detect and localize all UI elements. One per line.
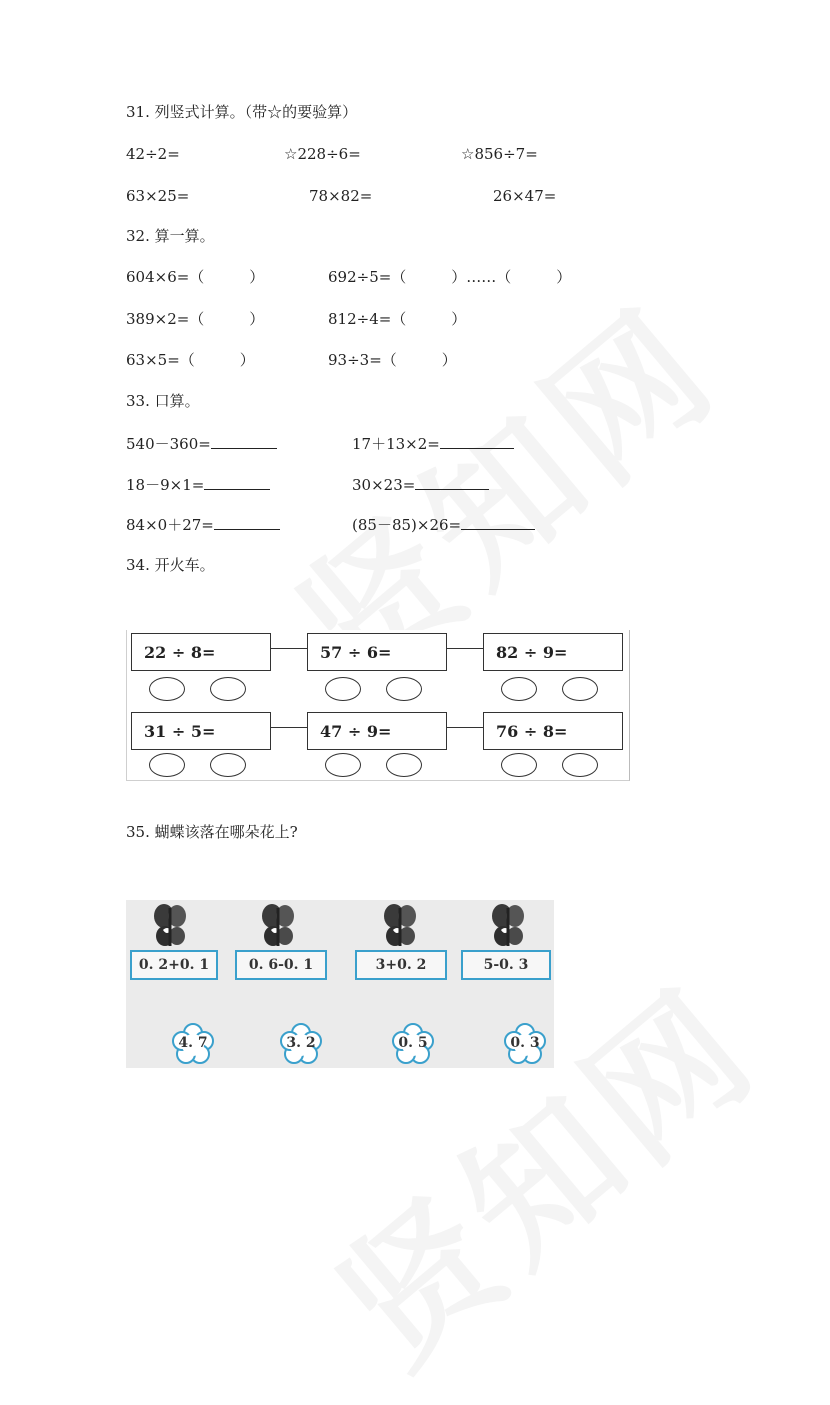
answer-wheel[interactable] — [562, 753, 598, 777]
butterfly-card[interactable]: 0. 6-0. 1 — [235, 950, 327, 980]
q32-problem: 604×6=（ ） — [126, 268, 265, 286]
butterfly-card[interactable]: 0. 2+0. 1 — [130, 950, 218, 980]
q33-title: 33. 口算。 — [126, 392, 200, 410]
flower[interactable] — [503, 1022, 547, 1066]
butterfly-icon — [258, 902, 298, 950]
butterfly-figure — [126, 900, 554, 1068]
answer-blank[interactable] — [461, 515, 535, 530]
answer-wheel[interactable] — [149, 677, 185, 701]
flower-label: 4. 7 — [178, 1035, 208, 1051]
flower[interactable] — [391, 1022, 435, 1066]
answer-wheel[interactable] — [149, 753, 185, 777]
q35-title: 35. 蝴蝶该落在哪朵花上? — [126, 823, 298, 841]
q33-problem — [352, 515, 535, 534]
butterfly-card[interactable]: 3+0. 2 — [355, 950, 447, 980]
answer-wheel[interactable] — [386, 677, 422, 701]
answer-blank[interactable] — [415, 475, 489, 490]
flower-label: 3. 2 — [286, 1035, 316, 1051]
q33-problem — [352, 475, 489, 494]
q33-problem — [126, 475, 270, 494]
q33-problem-text: (85－85)×26= — [352, 516, 462, 534]
butterfly-icon — [150, 902, 190, 950]
q33-problem — [352, 434, 514, 453]
q33-problem-text: 18－9×1= — [126, 476, 205, 494]
q33-problem — [126, 515, 280, 534]
q31-problem: 26×47= — [493, 187, 557, 205]
answer-blank[interactable] — [211, 434, 277, 449]
q32-problem: 812÷4=（ ） — [328, 310, 467, 328]
q32-problem: 692÷5=（ ）……（ ） — [328, 268, 572, 286]
q31-problem: ☆856÷7= — [461, 145, 538, 163]
q32-problem: 93÷3=（ ） — [328, 351, 457, 369]
answer-blank[interactable] — [440, 434, 514, 449]
answer-wheel[interactable] — [210, 677, 246, 701]
answer-wheel[interactable] — [210, 753, 246, 777]
butterfly-icon — [380, 902, 420, 950]
train-figure — [126, 630, 630, 781]
train-coupler — [447, 648, 483, 649]
answer-wheel[interactable] — [325, 753, 361, 777]
answer-blank[interactable] — [214, 515, 280, 530]
butterfly-icon — [488, 902, 528, 950]
train-car: 31 ÷ 5= — [131, 712, 271, 750]
train-car: 76 ÷ 8= — [483, 712, 623, 750]
q32-title: 32. 算一算。 — [126, 227, 215, 245]
answer-wheel[interactable] — [386, 753, 422, 777]
answer-blank[interactable] — [204, 475, 270, 490]
flower[interactable] — [279, 1022, 323, 1066]
q32-problem: 63×5=（ ） — [126, 351, 255, 369]
answer-wheel[interactable] — [501, 677, 537, 701]
q31-problem: 63×25= — [126, 187, 190, 205]
train-car: 22 ÷ 8= — [131, 633, 271, 671]
q34-title: 34. 开火车。 — [126, 556, 215, 574]
butterfly-card[interactable]: 5-0. 3 — [461, 950, 551, 980]
q32-problem: 389×2=（ ） — [126, 310, 265, 328]
q33-problem-text: 30×23= — [352, 476, 416, 494]
q31-problem: 42÷2= — [126, 145, 180, 163]
q31-problem: 78×82= — [309, 187, 373, 205]
flower-label: 0. 5 — [398, 1035, 428, 1051]
train-car: 82 ÷ 9= — [483, 633, 623, 671]
train-coupler — [271, 727, 307, 728]
train-coupler — [447, 727, 483, 728]
q33-problem — [126, 434, 277, 453]
answer-wheel[interactable] — [562, 677, 598, 701]
answer-wheel[interactable] — [325, 677, 361, 701]
q33-problem-text: 17＋13×2= — [352, 435, 440, 453]
train-coupler — [271, 648, 307, 649]
q31-title: 31. 列竖式计算。（带☆的要验算） — [126, 103, 358, 121]
q31-problem: ☆228÷6= — [284, 145, 361, 163]
q33-problem-text: 84×0＋27= — [126, 516, 214, 534]
flower-label: 0. 3 — [510, 1035, 540, 1051]
answer-wheel[interactable] — [501, 753, 537, 777]
q33-problem-text: 540－360= — [126, 435, 211, 453]
flower[interactable] — [171, 1022, 215, 1066]
train-car: 47 ÷ 9= — [307, 712, 447, 750]
train-car: 57 ÷ 6= — [307, 633, 447, 671]
